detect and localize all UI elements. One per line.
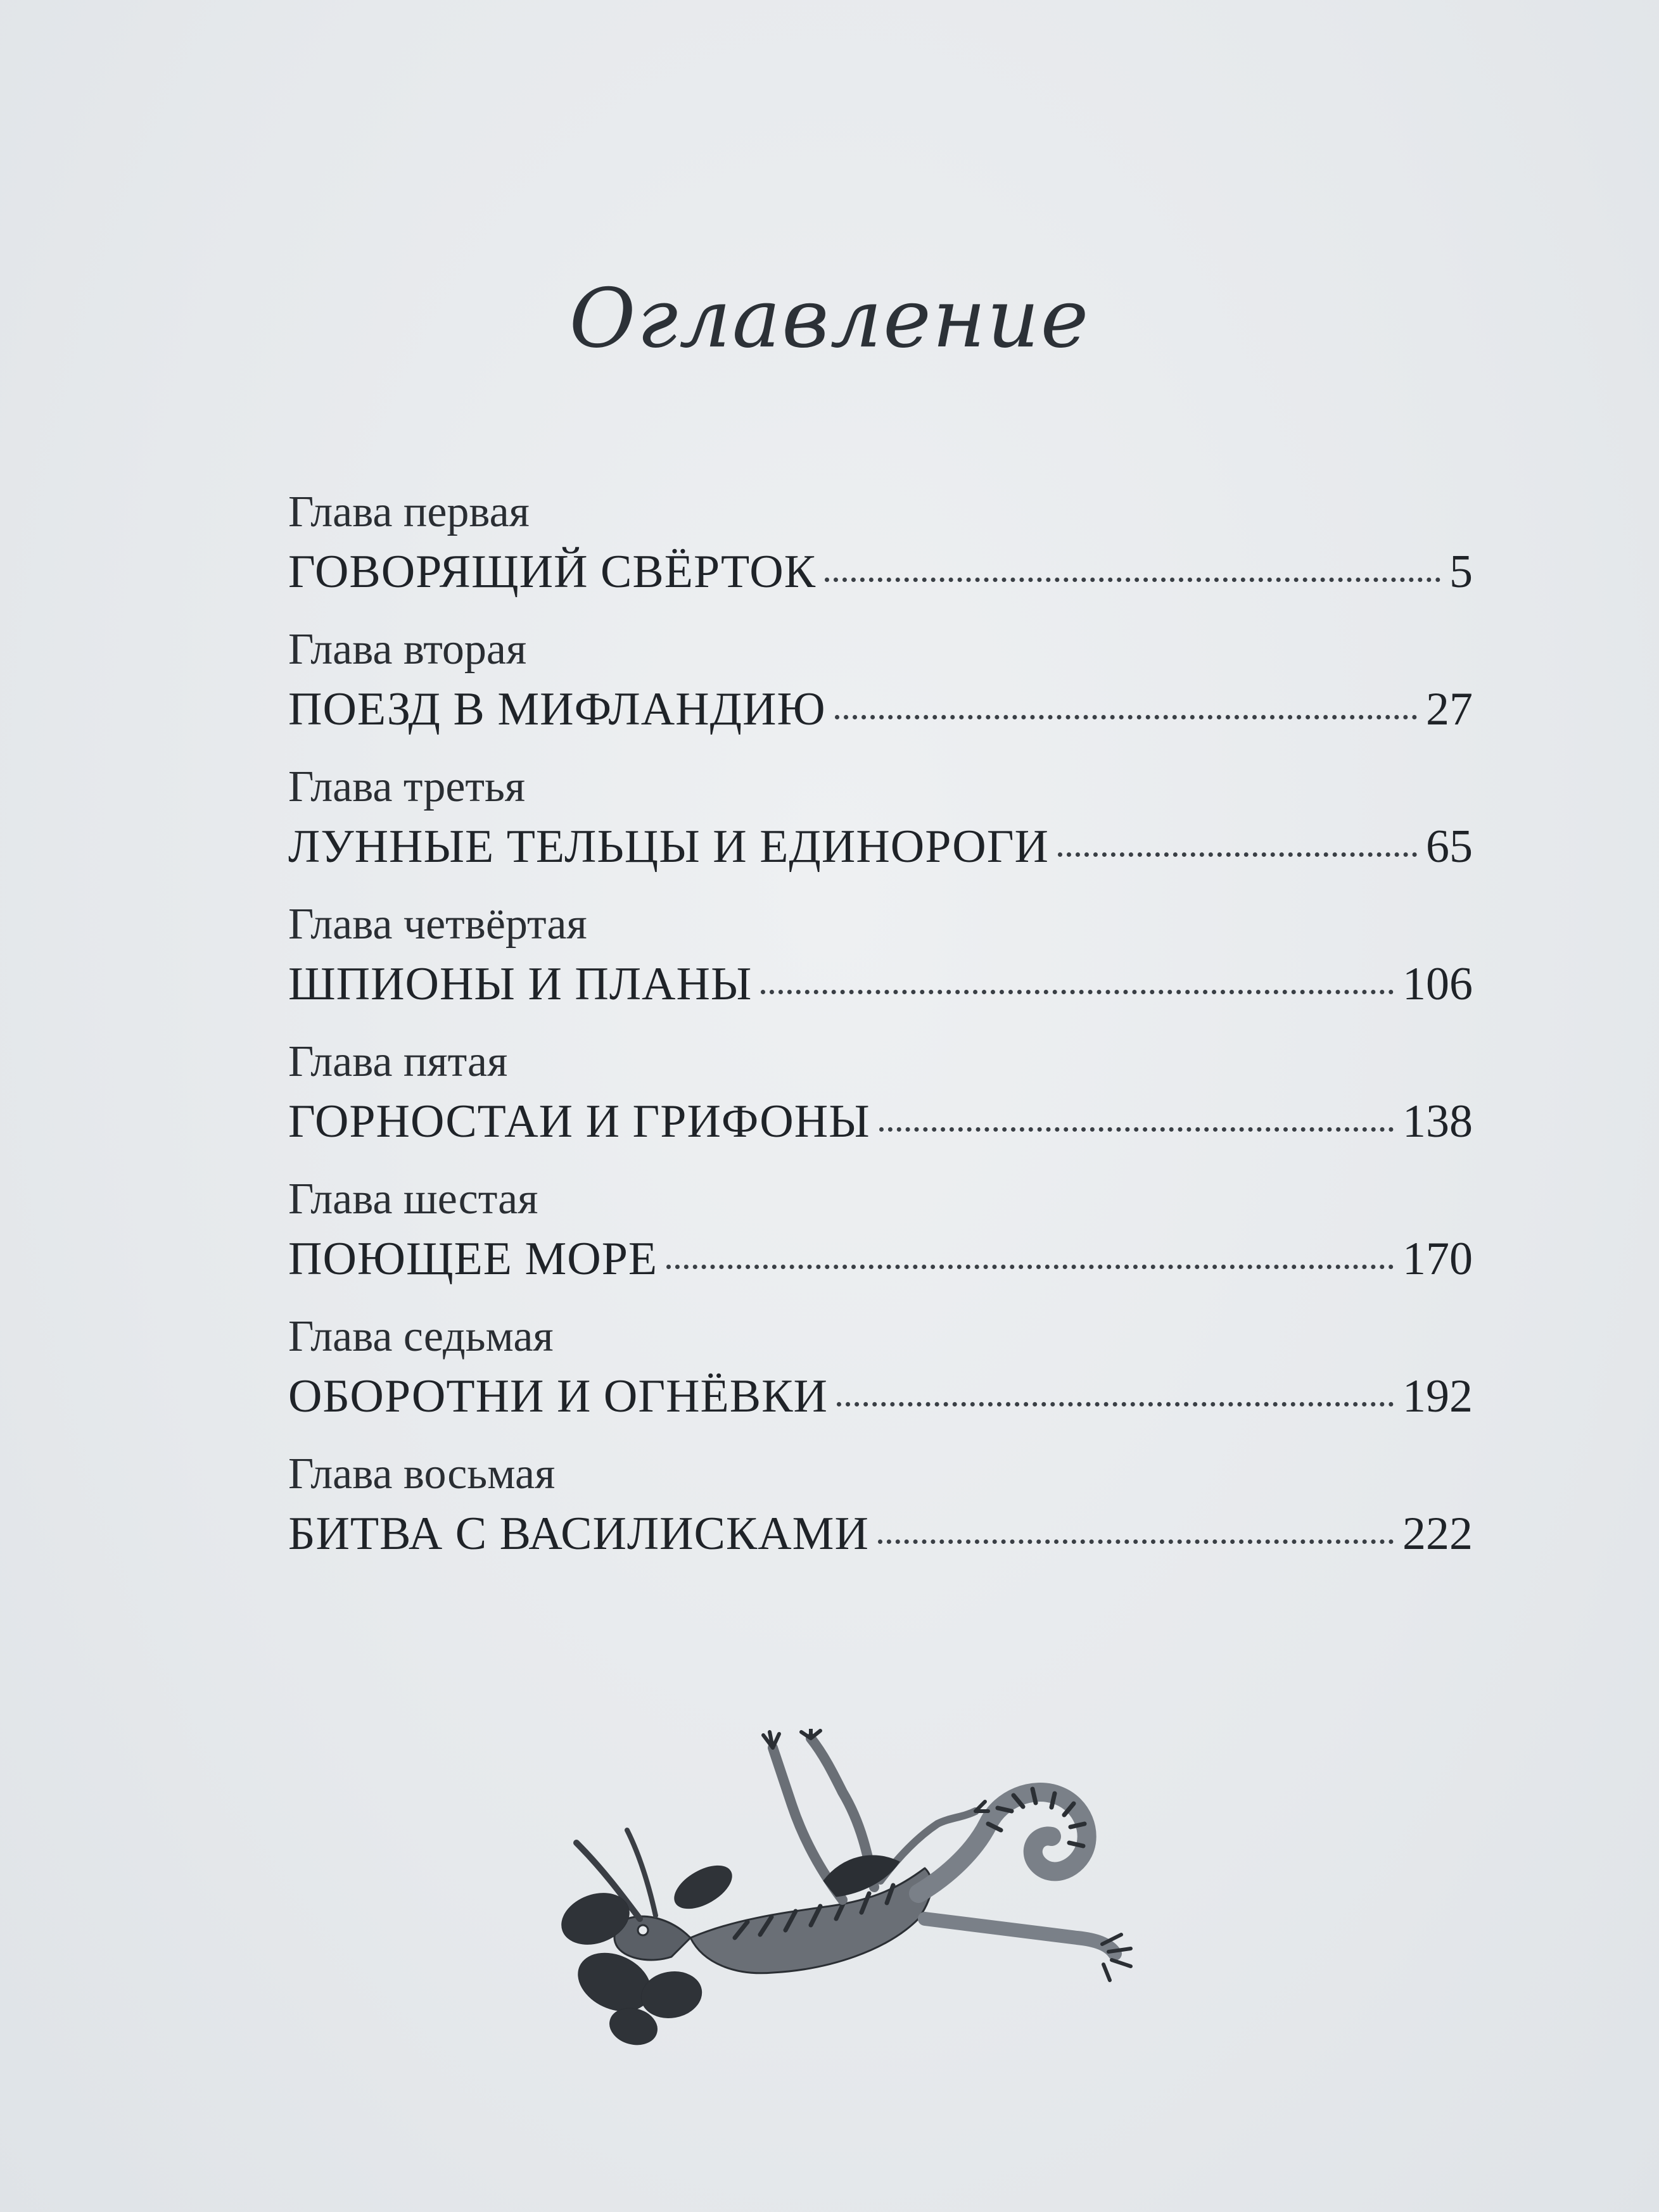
- toc-entry: [288, 900, 1473, 1037]
- chapter-line: [288, 1233, 1473, 1285]
- chapter-line: [288, 683, 1473, 735]
- dot-leader: [825, 578, 1440, 582]
- dot-leader: [1058, 852, 1417, 857]
- toc-entry: [288, 1175, 1473, 1312]
- chapter-label: Глава шестая: [288, 1175, 538, 1223]
- page-number: 170: [1402, 1233, 1473, 1285]
- dot-leader: [837, 1402, 1394, 1406]
- chapter-title: ГОРНОСТАИ И ГРИФОНЫ: [288, 1096, 870, 1147]
- chapter-line: [288, 1508, 1473, 1560]
- page-title: Оглавление: [569, 272, 1090, 366]
- dragon-illustration: [545, 1729, 1166, 2058]
- chapter-label: Глава четвёртая: [288, 900, 587, 949]
- chapter-label: Глава первая: [288, 488, 530, 536]
- toc-entry: [288, 488, 1473, 625]
- page-number: 5: [1449, 546, 1473, 598]
- dot-leader: [666, 1265, 1394, 1269]
- chapter-title: ПОЮЩЕЕ МОРЕ: [288, 1233, 658, 1285]
- chapter-line: [288, 958, 1473, 1010]
- chapter-label: Глава восьмая: [288, 1450, 556, 1498]
- chapter-label: Глава вторая: [288, 625, 527, 674]
- page-number: 222: [1402, 1508, 1473, 1560]
- chapter-title: ОБОРОТНИ И ОГНЁВКИ: [288, 1370, 828, 1422]
- dot-leader: [761, 990, 1394, 994]
- chapter-label: Глава пятая: [288, 1037, 508, 1086]
- page-number: 65: [1426, 821, 1473, 873]
- chapter-title: ШПИОНЫ И ПЛАНЫ: [288, 958, 753, 1010]
- toc-entry: [288, 625, 1473, 762]
- chapter-title: ПОЕЗД В МИФЛАНДИЮ: [288, 683, 826, 735]
- chapter-title: ЛУННЫЕ ТЕЛЬЦЫ И ЕДИНОРОГИ: [288, 821, 1049, 873]
- chapter-line: [288, 1370, 1473, 1422]
- dot-leader: [835, 715, 1417, 719]
- table-of-contents: [288, 488, 1473, 1587]
- toc-entry: [288, 1037, 1473, 1175]
- chapter-line: [288, 821, 1473, 873]
- dot-leader: [879, 1127, 1394, 1132]
- page-number: 106: [1402, 958, 1473, 1010]
- toc-entry: [288, 1450, 1473, 1587]
- toc-entry: [288, 762, 1473, 900]
- chapter-title: БИТВА С ВАСИЛИСКАМИ: [288, 1508, 869, 1560]
- chapter-line: [288, 546, 1473, 598]
- chapter-line: [288, 1098, 1473, 1145]
- chapter-label: Глава седьмая: [288, 1312, 554, 1361]
- page-number: 27: [1426, 683, 1473, 735]
- dot-leader: [878, 1539, 1394, 1544]
- chapter-label: Глава третья: [288, 762, 526, 811]
- chapter-title: ГОВОРЯЩИЙ СВЁРТОК: [288, 546, 817, 598]
- page-number: 192: [1402, 1370, 1473, 1422]
- toc-entry: [288, 1312, 1473, 1450]
- page-number: 138: [1402, 1096, 1473, 1147]
